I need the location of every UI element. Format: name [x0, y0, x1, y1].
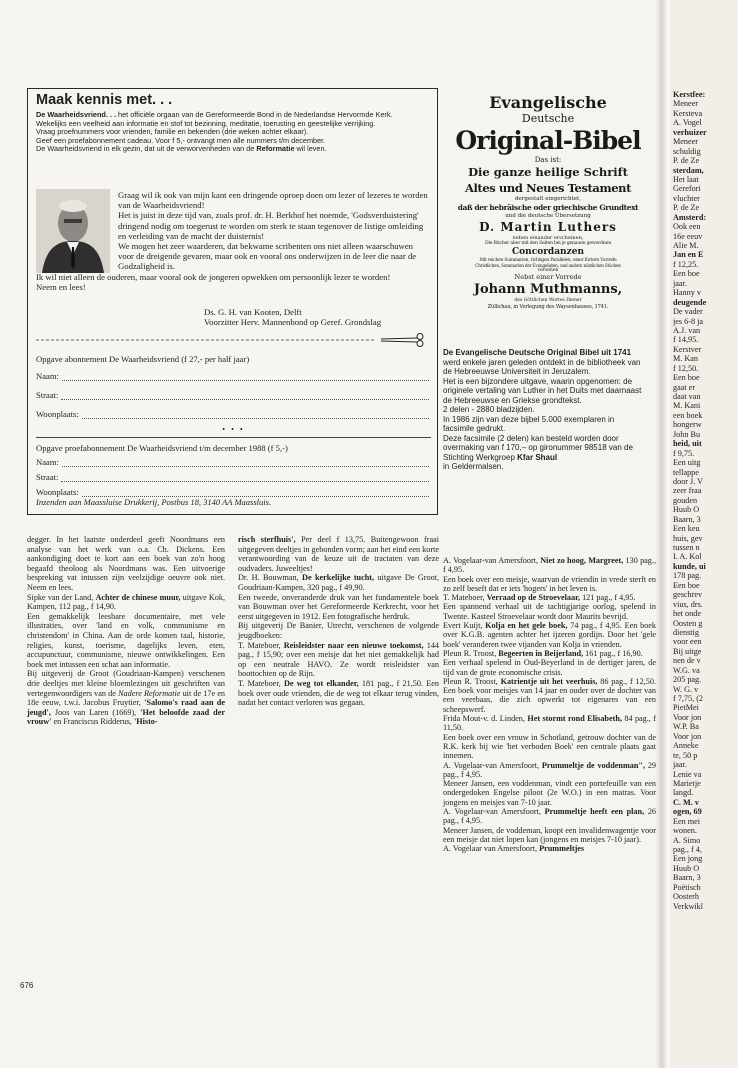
right-page-line: sterdam, — [673, 165, 704, 175]
right-page-line: Jan en E — [673, 250, 704, 260]
right-page-line: ogen, 69 — [673, 807, 702, 817]
book-list-item: Pleun R. Troost, Begeerten in Beijerland, 161 pag., f 16,90. — [443, 648, 643, 658]
right-page-line: M. Kan — [673, 354, 699, 364]
right-page-line: verhuizer — [673, 127, 707, 137]
right-page-line: Het laat — [673, 174, 699, 184]
page-number: 676 — [20, 981, 34, 990]
right-page-line: f 12,50. — [673, 363, 699, 373]
ad-intro-line: Geef een proefabonnement cadeau. Voor f 5,- ontvangt men alle nummers t/m december. — [36, 135, 326, 145]
signature: Ds. G. H. van Kooten, Delft Voorzitter Herv. Mannenbond op Geref. Grondslag — [204, 307, 382, 328]
right-page-line: W.G. va — [673, 665, 700, 675]
ad-title: Maak kennis met. . . — [36, 92, 173, 108]
book-list-item: A. Vogelaar-van Amersfoort, Prummeltje de voddenman", 29 pag., f 4,95. — [443, 760, 657, 779]
right-page-line: Baarn, 3 — [673, 873, 701, 883]
right-page-line: Marietje — [673, 778, 701, 788]
right-page-line: Meneer — [673, 137, 699, 147]
right-page-line: hongerw — [673, 420, 702, 430]
right-page-line: Ook een — [673, 222, 701, 232]
right-page-line: De vader — [673, 307, 703, 317]
right-page-line: 16e eeuv — [673, 231, 703, 241]
book-list-item: Een spannend verhaal uit de tachtigjarige oorlog, spelend in Twente. Kasteel Stroevelaar wordt door Maurits bevrijd. — [443, 602, 656, 621]
right-page-line: John Bu — [673, 429, 701, 439]
right-page-line: het onde — [673, 609, 701, 619]
right-page-line: A. Simo — [673, 835, 701, 845]
book-list-item: A. Vogelaar-van Amersfoort, Prummeltje heeft een plan, 26 pag., f 4,95. — [443, 807, 657, 826]
right-page-line: jaar. — [673, 278, 687, 288]
right-page-line: te, 50 p — [673, 750, 698, 760]
right-page-line: PietMei — [673, 703, 699, 713]
right-page-line: Huub O — [673, 505, 700, 515]
right-page-line: door J. V — [673, 476, 704, 486]
page-gutter — [656, 0, 669, 1068]
right-page-line: een boek — [673, 410, 703, 420]
right-page-line: Een mei — [673, 816, 701, 826]
right-page-line: Gerefori — [673, 184, 701, 194]
book-list-item: Een boek over een meisje, waarvan de vriendin in vrede sterft en zo zelf beseft dat er iets 'hogers' in het leven is. — [443, 574, 656, 593]
right-page-line: f 14,95. — [673, 335, 699, 345]
right-page-line: Kerstfee: — [673, 90, 706, 99]
right-page-line: heid, uit — [673, 439, 702, 449]
ad-intro-line: De Waarheidsvriend. . . het officiële orgaan van de Gereformeerde Bond in de Nederlandse Hervormde Kerk. — [36, 110, 393, 119]
ad-intro-line: Wekelijks een veelheid aan informatie en stof tot bezinning, meditatie, toerusting en geestelijke verrijking. — [36, 118, 376, 128]
right-page-line: Voor jon — [673, 731, 702, 741]
right-page-line: Anneke — [673, 741, 699, 751]
right-page-line: Meneer — [673, 99, 699, 109]
right-page-line: A. Vogel — [673, 118, 702, 128]
right-page-line: f 7,75, (2 — [673, 694, 704, 703]
right-page-line: W.P. Ba — [673, 722, 699, 732]
right-page-line: Kersteva — [673, 108, 703, 118]
book-list-item: A. Vogelaar-van Amersfoort, Niet zo hoog, Margreet, 130 pag., f 4,95. — [443, 556, 656, 575]
bible-title-page: Evangelische Deutsche Original-Bibel Das ist: Die ganze heilige Schrift Altes und Neues Testament dergestalt eingerichtet, daß der hebräische oder griechische Grundtext und die deutsche Übersetzung D. Martin Luthers neben einander erscheinen, Die Bücher aber mit den Seiten bei je genauen gewordnen Concordanzen Mit reichen Summarien, richtigen Parallelen, einer fürtern Vorrede Christlichen, Summarien der Evangelisten, und andern nützlichen Stücken versehen Nebst einer Vorrede Johann Muthmanns, des Göttlichen Wortes Diener Züllichau, in Verlegung des Waysenhauses, 1741. — [455, 93, 641, 310]
scissors-cut-line — [36, 333, 432, 347]
city-field-1[interactable]: Woonplaats: — [36, 407, 429, 419]
right-page-line: Bij uitge — [673, 646, 702, 656]
ad-intro — [36, 111, 431, 154]
right-page-line: P. de Ze — [673, 203, 700, 213]
form-subscription-title: Opgave abonnement De Waarheidsvriend (f 27,- per half jaar) — [36, 354, 250, 364]
right-page-line: Baarn, 3 — [673, 514, 701, 524]
right-page-line: huis, gev — [673, 533, 703, 543]
right-page-line: Een boe — [673, 373, 700, 383]
column-1: degger. In het laatste onderdeel geeft Noordmans een analyse van het werk van o.a. Ch. Dickens. Een aankondiging doet te kort aan een boek van zo'n hoog begaafd theoloog als Noordmans was. Een uitvoerige bespreking vat intussen zijn veelzijdige oeuvre ook niet. Neem en lees. Sipke van der Land, Achter de chinese muur, uitgave Kok, Kampen, 112 pag., f 14,90. Een gemakkelijk leesbare documentaire, met vele illustraties, over 'land en volk, communisme en christendom' in China. Aan de orde komen taal, historie, religies, kunst, toerisme, dagelijks leven, eten, accupunctuur, communisme, nieuwe ontwikkelingen. Een boek met intussen een schat aan informatie. Bij uitgeverij de Groot (Goudriaan-Kampen) verschenen drie deeltjes met kleine bloemlezingen uit geschriften van vertegenwoordigers van de Nadere Reformatie uit de 17e en 18e eeuw, t.w.i. Jacobus Fruytier, 'Salomo's raad aan de jeugd', Joos van Laren (1669), 'Het beloofde zaad der vrouw' en Franciscus Ridderus, 'Histo- — [27, 535, 226, 727]
right-page-line: Een uitg — [673, 458, 701, 468]
book-list-item: Evert Kuijt, Kolja en het gele boek, 74 pag., f 4,95. Een boek over K.G.B. agenten achter het ijzeren gordijn. Door het 'gele boek' veranderen twee vijanden van Kolja in vrienden. — [443, 621, 656, 649]
right-page-line: zeer fraa — [673, 486, 702, 496]
right-page-line: kunde, ui — [673, 561, 706, 571]
right-page-line: pag., f 4, — [673, 845, 702, 854]
right-page-line: Huub O — [673, 863, 700, 873]
right-page-line: C. M. v — [673, 797, 699, 807]
right-page-line: Een keu — [673, 524, 700, 534]
right-page-line: Een boe — [673, 269, 700, 279]
right-page-line: Een boe — [673, 580, 700, 590]
right-page-line: W. G. v — [673, 684, 699, 694]
right-page-line: 178 pag. — [673, 571, 702, 581]
book-list-item: A. Vogelaar van Amersfoort, Prummeltjes — [443, 844, 585, 854]
right-page-line: tussen n — [673, 543, 700, 552]
separator-dots: • • • — [222, 425, 245, 434]
letter-continuation: Ik wil niet alleen de ouderen, maar vooral ook de jongeren opwekken om persoonlijk lezer te worden! Neem en lees! — [36, 272, 391, 293]
right-page-line: schuldig — [673, 146, 701, 156]
right-page-line: Verkwikl — [673, 901, 704, 911]
right-page-line: dienstig — [673, 627, 699, 637]
right-page-line: f 12,25. — [673, 259, 699, 269]
right-page-line: Poëtisch — [673, 882, 701, 892]
right-page-line: f 9,75. — [673, 448, 695, 458]
right-page-line: vius, drs. — [673, 599, 703, 609]
right-page-line: gouden — [673, 495, 698, 505]
right-page-line: jaar. — [673, 760, 687, 770]
right-page-line: P. de Ze — [673, 156, 700, 166]
book-list-item: Pleun R. Troost, Katrientje uit het veerhuis, 86 pag., f 12,50. Een boek voor meisjes van 14 jaar en ouder over de dochter van een veerbaas, die zich opwerkt tot eigenares van een scheepswerf. — [443, 676, 656, 714]
column-2: risch sterfhuis', Per deel f 13,75. Buitengewoon fraai uitgegeven deeltjes in gebonden vorm; aan het eind een korte verantwoording van de keuze uit de tractaten van deze oudvaders. Juweeltjes! Dr. H. Bouwman, De kerkelijke tucht, uitgave De Groot, Goudriaan-Kampen, 320 pag., f 49,90. Een tweede, onveranderde druk van het fundamentele boek van Bouwman over het Gereformeerde Kerkrecht, voor het eerst uitgegeven in 1912. Een fotografische herdruk. Bij uitgeverij De Banier, Utrecht, verschenen de volgende jeugdboeken: T. Mateboer, Reisleidster naar een nieuwe toekomst, 144 pag., f 15,90; over een meisje dat het niet gemakkelijk had op een neutrale HAVO. Ze wordt reisleidster van boottochten op de Rijn. T. Mateboer, De weg tot elkander, 181 pag., f 21,50. Een boek over oude vrienden, die de weg tot elkaar terug vinden, nadat het contact verloren was gegaan. — [238, 535, 440, 708]
right-page-line: Voor jon — [673, 712, 702, 722]
right-page-line: Amsterd: — [673, 212, 707, 222]
right-page-line: Oosterh — [673, 892, 699, 902]
right-page-line: voor een — [673, 637, 702, 647]
right-page — [669, 0, 738, 1068]
right-page-line: daat van — [673, 392, 701, 401]
street-field-1[interactable]: Straat: — [36, 388, 429, 400]
book-list-item: Een boek over een vrouw in Schotland, getrouw dochter van de R.K. kerk bij wie 'het verboden Boek' een centrale plaats gaat innemen. — [443, 732, 656, 761]
right-page-line: jes 6-8 ja — [673, 316, 704, 326]
ad-intro-line: Vraag proefnummers voor vrienden, familie en bekenden (drie weken achter elkaar). — [36, 127, 309, 137]
right-page-line: 205 pag. — [673, 675, 702, 685]
book-list-item: Meneer Jansen, een voddenman, vindt een portefeuille van een ondergedoken Engelse piloot (2e W.O.) in een matras. Voor jongens en meisjes van 7-10 jaar. — [443, 779, 656, 807]
scissors-icon — [381, 334, 423, 347]
right-page-text — [673, 90, 738, 911]
right-page-line: Kerstver — [673, 344, 702, 354]
name-field-1[interactable]: Naam: — [36, 369, 429, 381]
letter-text: Graag wil ik ook van mijn kant een dringende oproep doen om lezer of lezeres te worden van de Waarheidsvriend! Het is juist in deze tijd van, zoals prof. dr. H. Berkhof het noemde, 'Godsverduistering' dringend nodig om toegerust te worden om sterk te staan tegenover de listige omleiding en verleiding van de macht der duisternis! We mogen het zeer waarderen, dat bekwame scribenten ons niet alleen waarschuwen voor de dreigende gevaren, maar ook en vooral ons onderwijzen in de leer die naar de Godzaligheid is. — [118, 190, 428, 272]
right-page-line: tellappe — [673, 467, 699, 477]
right-page-line: nen de v — [673, 656, 701, 666]
form-trial-title: Opgave proefabonnement De Waarheidsvriend t/m december 1988 (f 5,-) — [36, 443, 288, 453]
right-page-line: deugende — [673, 297, 707, 307]
right-page-line: M. Kani — [673, 401, 701, 411]
book-list-item: Meneer Jansen, de voddeman, koopt een invalidenwagentje voor een meisje dat niet lopen kan (jongens en meisjes 7-10 jaar). — [443, 825, 656, 844]
waarheidsvriend-ad — [27, 88, 438, 515]
right-page-line: Oosten g — [673, 618, 703, 628]
right-page-line: gaat er — [673, 382, 696, 392]
city-field-2[interactable]: Woonplaats: — [36, 485, 429, 497]
right-page-line: Hanny v — [673, 288, 701, 298]
right-page-line: Een jong — [673, 854, 703, 864]
right-page-line: Alie M. — [673, 241, 699, 250]
mailing-address-note: Inzenden aan Maassluise Drukkerij, Postbus 18, 3140 AA Maassluis. — [36, 497, 272, 507]
name-field-2[interactable]: Naam: — [36, 455, 429, 467]
book-list-item: T. Mateboer, Verraad op de Stroevelaar, 121 pag., f 4,95. — [443, 593, 636, 603]
ad-intro-line: De Waarheidsvriend in elk gezin, dat uit de verworvenheden van de Reformatie wil leven. — [36, 144, 327, 154]
divider — [36, 437, 431, 438]
right-page-line: vluchter — [673, 193, 700, 203]
bible-description: De Evangelische Deutsche Original Bibel uit 1741 werd enkele jaren geleden ontdekt in de bibliotheek van de Hebreeuwse Universiteit in Jeruzalem. Het is een bijzondere uitgave, waarin opgenomen: de originele vertaling van Luther in het Duits met daarnaast de Hebreeuwse en Griekse grondtekst. 2 delen - 2880 bladzijden. In 1986 zijn van deze bijbel 5.000 exemplaren in facsimile gedrukt. Deze facsimile (2 delen) kan besteld worden door overmaking van f 170,– op gironummer 98518 van de Stichting Werkgroep Kfar Shaul in Geldermalsen. — [443, 348, 642, 471]
right-page-line: wonen. — [673, 826, 697, 836]
right-page-line: Lenie va — [673, 769, 702, 779]
bible-advertisement — [443, 88, 654, 542]
book-list-item: Een verhaal spelend in Oud-Beyerland in de dertiger jaren, de tijd van de grote economische crisis. — [443, 658, 656, 677]
right-page-line: I. A. Kol — [673, 552, 702, 562]
right-page-line: geschrev — [673, 590, 703, 600]
portrait-photo — [36, 189, 110, 273]
right-page-line: A.J. van — [673, 325, 701, 335]
book-list — [443, 556, 656, 854]
right-page-line: langd. — [673, 788, 694, 798]
street-field-2[interactable]: Straat: — [36, 470, 429, 482]
book-list-item: Frida Mout-v. d. Linden, Het stormt rond Elisabeth, 84 pag., f 11,50. — [443, 714, 656, 733]
